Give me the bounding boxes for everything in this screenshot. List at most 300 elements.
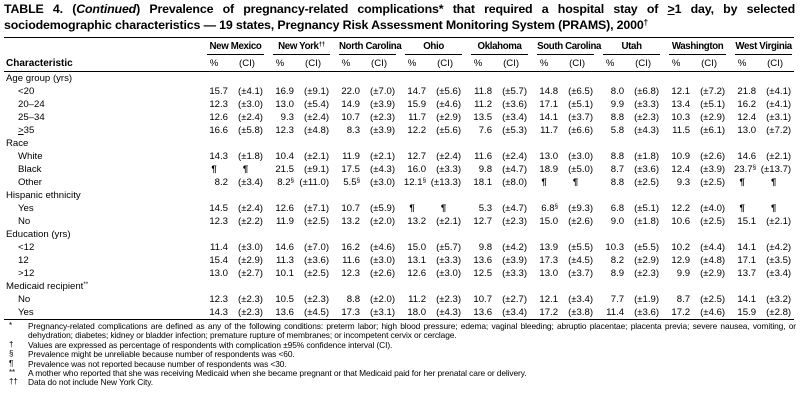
ci-cell-south-carolina: (±3.4) [568,294,594,305]
pct-cell-north-carolina: 17.3 [332,306,360,320]
ci-cell-oklahoma: (±2.4) [502,151,528,162]
pct-cell-west-virginia: 21.8 [737,86,757,97]
footnote-text: A mother who reported that she was receiving Medicaid when she became pregnant or that Medicaid paid for her prenatal care or delivery. [28,368,527,379]
ci-cell-new-mexico: (±2.2) [238,216,264,227]
pct-cell-south-carolina: ¶ [541,177,547,188]
pct-cell-utah: 11.4 [596,306,624,320]
pct-cell-new-york: 14.6 [275,242,295,253]
pct-cell-oklahoma: 11.8 [474,86,493,97]
table-row-medicaid-recipient-no [4,293,794,306]
pct-cell-washington: 12.4 [671,164,691,175]
ci-cell-washington: (±3.9) [700,164,726,175]
ci-cell-new-mexico: (±2.3) [228,306,266,320]
ci-cell-new-york: (±5.4) [304,99,330,110]
ci-cell-north-carolina: (±5.9) [370,203,396,214]
ci-cell-south-carolina: (±3.8) [558,306,596,320]
ci-cell-new-york: (±4.5) [294,306,332,320]
pct-cell-new-mexico: 13.0 [209,268,228,279]
pct-cell-washington: 13.4 [671,99,691,110]
pct-cell-south-carolina: 17.2 [530,306,558,320]
footnote-text: Data do not include New York City. [28,377,153,388]
pct-cell-oklahoma: 11.6 [474,151,493,162]
ci-cell-new-mexico: (±5.8) [238,125,264,136]
pct-cell-new-york: 13.0 [275,99,295,110]
column-header-north-carolina [332,38,402,56]
ci-cell-utah: (±5.1) [634,203,660,214]
ci-subheader-washington: (CI) [690,55,728,72]
ci-cell-north-carolina: (±4.6) [370,242,396,253]
pct-cell-oklahoma: 12.5 [473,268,493,279]
ci-subheader-new-york: (CI) [294,55,332,72]
ci-cell-south-carolina: (±6.6) [568,125,594,136]
ci-cell-oklahoma: (±3.9) [502,255,528,266]
unreliable-marker: § [422,177,427,185]
pct-cell-new-york: 10.1 [275,268,295,279]
ci-cell-utah: (±2.3) [634,112,660,123]
pct-cell-new-mexico: 12.3 [209,216,228,227]
prevalence-table [4,37,794,320]
ci-cell-utah: (±2.5) [634,177,660,188]
ci-cell-north-carolina: (±2.3) [370,112,396,123]
ci-cell-north-carolina: (±3.1) [360,306,398,320]
pct-subheader-new-mexico: % [200,55,228,72]
title-text: TABLE 4. ( [4,2,77,16]
pct-cell-west-virginia: 23.7§ [733,164,757,175]
ci-cell-new-york: (±4.8) [304,125,330,136]
ci-cell-south-carolina: (±3.0) [568,151,594,162]
pct-cell-west-virginia: 15.1 [737,216,757,227]
column-header-utah [596,38,662,56]
ci-cell-ohio: (±3.3) [436,164,462,175]
footnote-marker: ¶ [9,358,14,368]
pct-subheader-washington: % [662,55,690,72]
pct-cell-new-york: 12.6 [275,203,295,214]
column-header-label: Washington [669,40,726,55]
pct-cell-new-mexico: 16.6 [209,125,228,136]
ci-cell-west-virginia: ¶ [770,177,777,188]
pct-cell-utah: 8.8 [610,177,625,188]
unreliable-marker: § [290,177,295,185]
pct-cell-north-carolina: 12.3 [341,268,361,279]
ci-cell-utah: (±1.8) [634,216,660,227]
pct-cell-utah: 8.9 [610,268,625,279]
ci-cell-south-carolina: (±3.7) [568,112,594,123]
pct-cell-south-carolina: 6.8§ [541,203,559,214]
row-label: 25–34 [18,112,45,123]
pct-cell-south-carolina: 13.9 [539,242,559,253]
ci-cell-south-carolina: (±4.5) [568,255,594,266]
column-header-new-york [266,38,332,56]
footnote-marker: ** [9,368,16,378]
ci-cell-ohio: (±4.3) [426,306,464,320]
column-header-new-mexico [200,38,266,56]
section-label: Race [6,138,29,149]
pct-cell-ohio: ¶ [409,203,415,214]
pct-cell-west-virginia: 16.2 [737,99,757,110]
pct-cell-utah: 10.3 [605,242,625,253]
title-dagger-marker: † [643,17,648,27]
ci-cell-oklahoma: (±5.3) [502,125,528,136]
ci-cell-new-mexico: (±4.1) [238,86,264,97]
pct-cell-south-carolina: 17.1 [539,99,559,110]
table-row-hispanic-ethnicity-yes [4,202,794,215]
pct-cell-west-virginia: ¶ [739,177,745,188]
ci-cell-washington: (±4.4) [700,242,726,253]
footnote [4,378,796,387]
ci-cell-washington: (±2.5) [700,177,726,188]
row-label: 12 [18,255,29,266]
ci-subheader-new-mexico: (CI) [228,55,266,72]
section-marker: ** [83,281,89,289]
ci-subheader-south-carolina: (CI) [558,55,596,72]
column-header-west-virginia [728,38,794,56]
row-label: No [18,294,31,305]
ci-cell-new-mexico: (±2.4) [238,203,264,214]
ci-cell-new-york: (±2.5) [304,268,330,279]
pct-cell-west-virginia: 17.1 [737,255,757,266]
pct-cell-ohio: 15.9 [407,99,427,110]
ci-cell-new-mexico: (±2.7) [238,268,264,279]
pct-cell-ohio: 15.0 [407,242,427,253]
ci-cell-washington: (±4.0) [700,203,726,214]
ci-cell-ohio: (±3.0) [436,268,462,279]
pct-cell-south-carolina: 17.3 [539,255,559,266]
pct-cell-new-york: 21.5 [275,164,295,175]
ci-cell-south-carolina: (±6.5) [568,86,594,97]
ci-cell-ohio: ¶ [440,203,447,214]
ci-cell-ohio: (±4.6) [436,99,462,110]
table-row-race-black [4,163,794,176]
pct-cell-west-virginia: ¶ [739,203,745,214]
ci-cell-new-york: (±7.0) [304,242,330,253]
footnote-marker: † [9,339,14,349]
column-header-label: North Carolina [339,40,396,55]
ci-cell-new-york: (±2.5) [304,216,330,227]
section-label: Education (yrs) [6,229,71,240]
pct-cell-west-virginia: 14.1 [737,294,757,305]
ci-cell-ohio: (±13.3) [430,177,462,188]
pct-cell-utah: 8.0 [610,86,625,97]
ci-cell-new-york: (±7.1) [304,203,330,214]
pct-cell-north-carolina: 5.5§ [343,177,361,188]
pct-subheader-north-carolina: % [332,55,360,72]
row-label: >12 [18,268,35,279]
ci-cell-new-mexico: ¶ [242,164,249,175]
ci-cell-west-virginia: (±2.8) [756,306,794,320]
ci-cell-west-virginia: (±2.1) [766,216,792,227]
table-row-age-group-yrs-35 [4,124,794,137]
ci-cell-north-carolina: (±3.0) [370,255,396,266]
ci-cell-utah: (±3.3) [634,99,660,110]
ci-cell-north-carolina: (±3.0) [370,177,396,188]
pct-cell-west-virginia: 15.9 [728,306,756,320]
ci-cell-oklahoma: (±8.0) [502,177,528,188]
ci-cell-washington: (±2.9) [700,268,726,279]
title-continued: Continued [76,2,137,16]
ci-cell-oklahoma: (±4.7) [502,164,528,175]
ci-cell-oklahoma: (±2.7) [502,294,528,305]
ci-cell-new-york: (±9.1) [304,164,330,175]
subheader-row [4,55,794,72]
pct-cell-ohio: 12.1§ [403,177,427,188]
ci-cell-oklahoma: (±5.7) [502,86,528,97]
table-row-age-group-yrs-25-34 [4,111,794,124]
footnote-text: Pregnancy-related complications are defined as any of the following conditions: preterm labor; high blood pressure; edema; vaginal bleeding; abruptio placentae; placenta previa; severe nausea, vomiting, or dehydration; diabetes; kidney or bladder infection; premature rupture of membranes; or incompetent cervix or cerclage. [28,321,796,341]
row-label: 20–24 [18,99,45,110]
ci-cell-new-mexico: (±3.4) [238,177,264,188]
ci-cell-ohio: (±2.9) [436,112,462,123]
ci-cell-west-virginia: (±3.2) [766,294,792,305]
ci-cell-oklahoma: (±3.3) [502,268,528,279]
footnote [4,322,796,341]
ci-cell-oklahoma: (±3.4) [492,306,530,320]
ci-cell-washington: (±2.5) [700,294,726,305]
footnote-text: Prevalence was not reported because number of respondents was <30. [28,358,287,369]
ci-cell-ohio: (±5.7) [436,242,462,253]
footnote-text: Prevalence might be unreliable because number of respondents was <60. [28,349,295,360]
row-label: Yes [4,306,200,320]
pct-cell-washington: 12.9 [671,255,691,266]
ci-cell-washington: (±7.2) [700,86,726,97]
ci-cell-north-carolina: (±2.0) [370,294,396,305]
column-header-washington [662,38,728,56]
pct-cell-new-mexico: 12.6 [209,112,228,123]
ci-cell-new-mexico: (±2.3) [238,294,264,305]
pct-subheader-new-york: % [266,55,294,72]
pct-cell-ohio: 12.7 [407,151,427,162]
pct-cell-ohio: 12.6 [407,268,427,279]
ci-cell-west-virginia: (±4.2) [766,242,792,253]
table-row-education-yrs-12 [4,241,794,254]
pct-cell-ohio: 16.0 [407,164,427,175]
ci-cell-utah: (±6.8) [634,86,660,97]
column-header-marker: †† [318,41,325,49]
pct-cell-oklahoma: 9.8 [478,242,493,253]
table-row-medicaid-recipient-yes [4,306,794,320]
ci-cell-west-virginia: (±4.1) [766,99,792,110]
pct-cell-utah: 6.8 [610,203,625,214]
ci-cell-new-york: (±2.4) [304,112,330,123]
unreliable-marker: § [356,177,361,185]
section-row-race [4,137,794,150]
title-text: ) Prevalence of pregnancy-related complications* that required a hospital stay of [136,2,668,16]
pct-cell-new-york: 8.2§ [277,177,295,188]
ci-cell-ohio: (±2.1) [436,216,462,227]
pct-cell-ohio: 18.0 [398,306,426,320]
pct-cell-south-carolina: 13.0 [539,268,559,279]
pct-cell-new-mexico: 15.4 [209,255,228,266]
ci-cell-ohio: (±5.6) [436,125,462,136]
table-row-education-yrs-12 [4,267,794,280]
ci-cell-oklahoma: (±2.3) [502,216,528,227]
pct-cell-oklahoma: 5.3 [478,203,493,214]
pct-cell-north-carolina: 11.9 [342,151,361,162]
ci-cell-west-virginia: (±3.4) [766,268,792,279]
pct-cell-north-carolina: 13.2 [341,216,361,227]
ci-subheader-oklahoma: (CI) [492,55,530,72]
characteristic-header: Characteristic [4,55,200,72]
pct-cell-utah: 5.8 [610,125,625,136]
table-row-education-yrs-12 [4,254,794,267]
pct-cell-washington: 11.5 [672,125,691,136]
pct-cell-south-carolina: 11.7 [540,125,559,136]
ci-cell-west-virginia: (±2.1) [766,151,792,162]
pct-cell-utah: 9.0 [610,216,625,227]
column-header-label: New Mexico [207,40,264,55]
pct-cell-oklahoma: 13.6 [473,255,493,266]
unreliable-marker: § [554,203,559,211]
ci-cell-south-carolina: ¶ [572,177,579,188]
pct-cell-new-mexico: 12.3 [209,294,228,305]
pct-cell-new-mexico: 14.5 [209,203,228,214]
pct-subheader-utah: % [596,55,624,72]
pct-subheader-west-virginia: % [728,55,756,72]
pct-cell-ohio: 11.2 [408,294,427,305]
footnotes [4,322,796,388]
ci-cell-north-carolina: (±2.0) [370,216,396,227]
pct-cell-washington: 12.1 [671,86,691,97]
pct-cell-new-york: 9.3 [280,112,295,123]
ci-cell-utah: (±3.6) [624,306,662,320]
ci-cell-new-mexico: (±3.0) [238,99,264,110]
ci-cell-washington: (±2.6) [700,151,726,162]
row-label: No [18,216,31,227]
section-row-medicaid-recipient [4,280,794,293]
ci-subheader-utah: (CI) [624,55,662,72]
geq-symbol: > [18,125,24,136]
pct-cell-ohio: 13.1 [407,255,427,266]
column-header-label: Oklahoma [471,40,528,55]
pct-cell-ohio: 14.7 [407,86,427,97]
table-row-age-group-yrs-20 [4,85,794,98]
section-label: Hispanic ethnicity [6,190,81,201]
ci-cell-utah: (±2.9) [634,255,660,266]
ci-cell-new-mexico: (±2.9) [238,255,264,266]
table-row-hispanic-ethnicity-no [4,215,794,228]
pct-cell-ohio: 13.2 [407,216,427,227]
pct-cell-washington: 10.3 [671,112,691,123]
ci-cell-south-carolina: (±9.3) [568,203,594,214]
ci-cell-oklahoma: (±4.7) [502,203,528,214]
ci-cell-new-mexico: (±2.4) [238,112,264,123]
ci-cell-ohio: (±3.3) [436,255,462,266]
pct-subheader-south-carolina: % [530,55,558,72]
ci-cell-north-carolina: (±2.6) [370,268,396,279]
row-label: Other [18,177,42,188]
ci-cell-south-carolina: (±5.1) [568,99,594,110]
pct-cell-utah: 7.7 [610,294,625,305]
pct-cell-ohio: 11.7 [408,112,427,123]
pct-cell-west-virginia: 13.7 [737,268,757,279]
pct-cell-new-mexico: ¶ [211,164,217,175]
table-body [4,72,794,320]
pct-cell-north-carolina: 10.7 [341,112,361,123]
ci-cell-utah: (±3.6) [634,164,660,175]
ci-cell-south-carolina: (±2.6) [568,216,594,227]
ci-cell-west-virginia: (±7.2) [766,125,792,136]
pct-cell-new-york: 10.4 [275,151,295,162]
ci-subheader-ohio: (CI) [426,55,464,72]
pct-cell-north-carolina: 11.6 [342,255,361,266]
pct-cell-utah: 9.9 [610,99,625,110]
section-row-education-yrs [4,228,794,241]
pct-cell-west-virginia: 14.1 [737,242,757,253]
ci-cell-north-carolina: (±2.1) [370,151,396,162]
ci-cell-new-york: (±2.3) [304,294,330,305]
pct-cell-new-york: 10.5 [275,294,295,305]
ci-cell-oklahoma: (±3.6) [502,99,528,110]
pct-cell-oklahoma: 13.6 [464,306,492,320]
column-header-label: Ohio [405,40,462,55]
pct-cell-washington: 12.2 [671,203,691,214]
pct-cell-utah: 8.2 [610,255,625,266]
pct-subheader-oklahoma: % [464,55,492,72]
pct-cell-washington: 10.2 [671,242,691,253]
pct-cell-oklahoma: 9.8 [478,164,493,175]
ci-cell-washington: (±6.1) [700,125,726,136]
column-header-label: South Carolina [537,40,594,55]
column-header-label: Utah [603,40,660,55]
ci-cell-new-york: (±2.1) [304,151,330,162]
ci-cell-washington: (±5.1) [700,99,726,110]
pct-cell-north-carolina: 14.9 [341,99,361,110]
pct-cell-south-carolina: 13.0 [539,151,559,162]
ci-cell-south-carolina: (±3.7) [568,268,594,279]
pct-cell-new-york: 12.3 [275,125,295,136]
table-row-race-other [4,176,794,189]
pct-cell-north-carolina: 8.8 [346,294,361,305]
pct-cell-new-mexico: 14.3 [200,306,228,320]
table-title [4,2,795,33]
pct-cell-new-mexico: 12.3 [209,99,228,110]
section-row-age-group-yrs [4,72,794,86]
geq-symbol: > [667,2,675,16]
ci-cell-utah: (±5.5) [634,242,660,253]
pct-cell-utah: 8.7 [610,164,625,175]
ci-cell-south-carolina: (±5.5) [568,242,594,253]
pct-cell-new-mexico: 15.7 [209,86,228,97]
ci-cell-west-virginia: (±3.5) [766,255,792,266]
pct-cell-new-mexico: 11.4 [210,242,228,253]
ci-cell-west-virginia: ¶ [770,203,777,214]
pct-cell-oklahoma: 10.7 [473,294,493,305]
ci-cell-north-carolina: (±3.9) [370,99,396,110]
pct-cell-utah: 8.8 [610,151,625,162]
pct-cell-north-carolina: 17.5 [341,164,361,175]
ci-cell-ohio: (±2.4) [436,151,462,162]
section-label: Medicaid recipient** [6,281,89,292]
ci-cell-north-carolina: (±3.9) [370,125,396,136]
pct-cell-south-carolina: 14.1 [539,112,559,123]
row-label: White [18,151,43,162]
pct-cell-utah: 8.8 [610,112,625,123]
pct-cell-south-carolina: 14.8 [539,86,559,97]
section-label: Age group (yrs) [6,73,73,84]
pct-cell-new-york: 11.3 [276,255,295,266]
ci-cell-washington: (±2.9) [700,112,726,123]
column-header-oklahoma [464,38,530,56]
ci-cell-oklahoma: (±4.2) [502,242,528,253]
ci-cell-utah: (±1.9) [634,294,660,305]
unreliable-marker: § [752,164,757,172]
ci-cell-ohio: (±2.3) [436,294,462,305]
column-header-label: New York†† [273,40,330,55]
state-header-row [4,38,794,56]
pct-cell-oklahoma: 13.5 [473,112,493,123]
pct-cell-washington: 10.9 [671,151,691,162]
ci-cell-washington: (±4.8) [700,255,726,266]
footnote-marker: * [9,321,13,330]
